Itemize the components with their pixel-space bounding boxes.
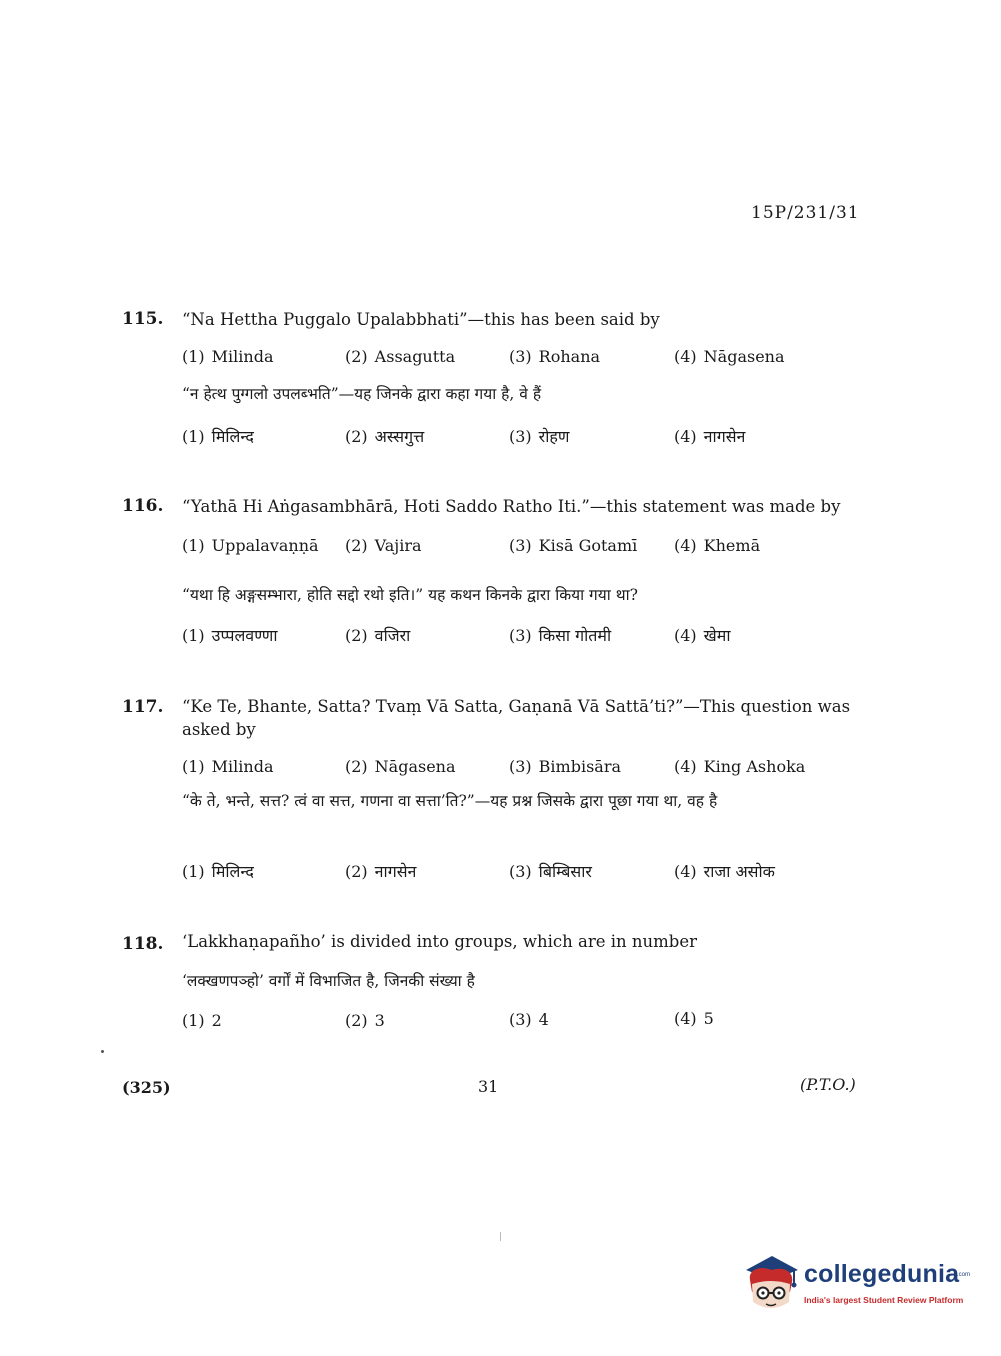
option-hi-2 [345,624,410,646]
option-text: Kisā Gotamī [538,536,638,555]
option-en-4 [674,757,805,776]
logo-wordmark: collegedunia [804,1260,960,1288]
question-text-hi: “यथा हि अङ्गसम्भारा, होति सद्दो रथो इति।” यह कथन किनके द्वारा किया गया था? [182,586,638,604]
option-hi-2 [345,860,416,882]
option-en-2 [345,347,455,366]
option-hi-3 [509,425,569,447]
option-text: नागसेन [703,427,746,446]
option-1 [182,1011,222,1030]
option-en-1 [182,757,274,776]
option-en-4 [674,536,760,555]
option-hi-4 [674,624,730,646]
option-num: (4) [674,757,697,776]
option-num: (2) [345,862,368,881]
mascot-icon [742,1250,800,1312]
option-hi-1 [182,860,254,882]
option-hi-3 [509,624,611,646]
option-text: उप्पलवण्णा [211,626,278,645]
scan-speck [101,1050,104,1053]
option-en-3 [509,757,621,776]
option-hi-2 [345,425,424,447]
option-text: Vajira [374,536,422,555]
option-text: किसा गोतमी [538,626,612,645]
option-num: (4) [674,1009,697,1028]
option-num: (4) [674,427,697,446]
option-hi-4 [674,860,775,882]
question-number: 117. [122,697,164,717]
option-num: (1) [182,536,205,555]
option-text: 4 [538,1010,549,1029]
option-num: (4) [674,347,697,366]
option-num: (2) [345,536,368,555]
option-text: राजा असोक [703,862,775,881]
question-text-hi: “न हेत्थ पुग्गलो उपलब्भति”—यह जिनके द्वारा कहा गया है, वे हैं [182,385,542,403]
option-num: (3) [509,626,532,645]
scan-mark [500,1232,501,1241]
option-num: (3) [509,347,532,366]
collegedunia-logo[interactable] [742,1250,972,1316]
option-text: रोहण [538,427,570,446]
option-text: Rohana [538,347,601,366]
question-number: 116. [122,496,164,516]
option-num: (1) [182,347,205,366]
option-2 [345,1011,385,1030]
option-text: Uppalavaṇṇā [211,536,319,555]
option-text: Nāgasena [703,347,785,366]
option-text: Khemā [703,536,761,555]
option-num: (4) [674,862,697,881]
option-en-1 [182,347,274,366]
option-num: (3) [509,1010,532,1029]
option-num: (4) [674,626,697,645]
option-hi-1 [182,624,278,646]
option-en-2 [345,536,422,555]
option-num: (3) [509,757,532,776]
question-text-hi: “के ते, भन्ते, सत्त? त्वं वा सत्त, गणना वा सत्ता’ति?”—यह प्रश्न जिसके द्वारा पूछा गया था, वह है [182,792,718,810]
logo-tagline: India's largest Student Review Platform [804,1295,964,1305]
option-text: बिम्बिसार [538,862,592,881]
pto-label: (P.T.O.) [800,1075,856,1094]
option-num: (2) [345,347,368,366]
question-text-hi: ‘लक्खणपञ्हो’ वर्गों में विभाजित है, जिनकी संख्या है [182,972,475,990]
footer-code: (325) [122,1078,171,1097]
option-num: (3) [509,536,532,555]
option-num: (2) [345,1011,368,1030]
question-text-en: “Yathā Hi Aṅgasambhārā, Hoti Saddo Ratho Iti.”—this statement was made by [182,497,841,516]
option-hi-1 [182,425,254,447]
question-text-en: “Ke Te, Bhante, Satta? Tvaṃ Vā Satta, Gaṇanā Vā Sattā’ti?”—This question was asked by [182,697,851,739]
option-text: Nāgasena [374,757,456,776]
option-en-4 [674,347,785,366]
option-en-2 [345,757,456,776]
option-text: 2 [211,1011,222,1030]
option-num: (3) [509,427,532,446]
option-text: Milinda [211,757,274,776]
option-en-1 [182,536,319,555]
option-text: King Ashoka [703,757,806,776]
option-text: खेमा [703,626,731,645]
option-en-3 [509,536,637,555]
option-num: (2) [345,626,368,645]
question-number: 118. [122,934,164,954]
option-text: नागसेन [374,862,417,881]
option-num: (1) [182,757,205,776]
option-num: (1) [182,1011,205,1030]
option-text: अस्सगुत्त [374,427,425,446]
option-num: (2) [345,757,368,776]
option-num: (1) [182,427,205,446]
option-hi-4 [674,425,745,447]
option-hi-3 [509,860,592,882]
option-text: Assagutta [374,347,456,366]
logo-domain: .com [957,1272,971,1278]
option-text: मिलिन्द [211,427,254,446]
option-en-3 [509,347,600,366]
option-num: (1) [182,626,205,645]
option-text: Bimbisāra [538,757,622,776]
option-4 [674,1009,714,1028]
option-text: Milinda [211,347,274,366]
option-3 [509,1010,549,1029]
question-text-en: “Na Hettha Puggalo Upalabbhati”—this has been said by [182,310,660,329]
question-number: 115. [122,309,164,329]
option-num: (1) [182,862,205,881]
option-num: (4) [674,536,697,555]
question-text-en: ‘Lakkhaṇapañho’ is divided into groups, which are in number [182,932,697,951]
option-text: वजिरा [374,626,411,645]
paper-code: 15P/231/31 [751,203,860,223]
option-num: (3) [509,862,532,881]
option-num: (2) [345,427,368,446]
option-text: 5 [703,1009,714,1028]
option-text: 3 [374,1011,385,1030]
page-number: 31 [478,1077,499,1096]
option-text: मिलिन्द [211,862,254,881]
